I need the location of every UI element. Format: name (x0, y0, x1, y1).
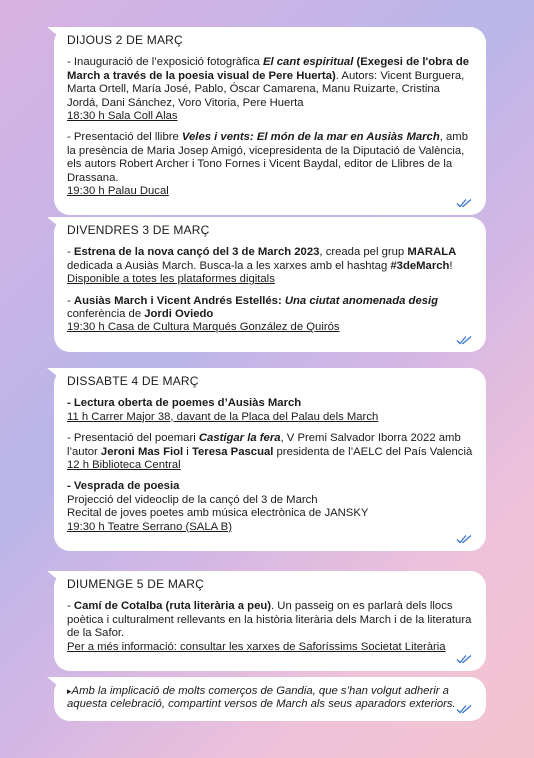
event-time-place: 19:30 h Casa de Cultura Marqués González de Quirós (67, 321, 340, 334)
double-check-icon (456, 335, 472, 345)
event-time-place: Disponible a totes les plataformes digitals (67, 273, 275, 286)
event-castigar-la-fera: - Presentació del poemari Castigar la fera, V Premi Salvador Iborra 2022 amb l’autor Jeroni Mas Fiol i Teresa Pascual presidenta de l’AELC del País Valencià 12 h Biblioteca Central (67, 432, 473, 472)
note-text: ▸Amb la implicació de molts comerços de Gandia, que s’han volgut adherir a aquesta celebració, compartint versos de March als seus aparadors exteriors. (67, 685, 456, 711)
double-check-icon (456, 534, 472, 544)
double-check-icon (456, 654, 472, 664)
day-card-thursday (54, 27, 486, 215)
day-card-sunday (54, 571, 486, 671)
event-exposicio: - Inauguració de l’exposició fotogràfica El cant espiritual (Exegesi de l'obra de March a través de la poesia visual de Pere Huerta). Autors: Vicent Burguera, Marta Ortell, María José, Pablo, Óscar Camarena, Manu Ruizarte, Cristina Jordá, Dani Sánchez, Voro Vitoria, Pere Huerta 18:30 h Sala Coll Alas (67, 56, 473, 123)
event-time-place: 12 h Biblioteca Central (67, 459, 181, 472)
event-conferencia-oviedo: - Ausiàs March i Vicent Andrés Estellés: Una ciutat anomenada desig conferència de Jordi Oviedo 19:30 h Casa de Cultura Marqués González de Quirós (67, 295, 473, 335)
triangle-marker-icon: ▸ (67, 686, 72, 696)
day-title: DIUMENGE 5 DE MARÇ (67, 577, 204, 591)
note-card (54, 677, 486, 721)
day-title: DIVENDRES 3 DE MARÇ (67, 223, 210, 237)
event-time-place: 18:30 h Sala Coll Alas (67, 110, 178, 123)
double-check-icon (456, 198, 472, 208)
event-vesprada-poesia: - Vesprada de poesia Projecció del videoclip de la cançó del 3 de March Recital de joves poetes amb música electrònica de JANSKY 19:30 h Teatre Serrano (SALA B) (67, 480, 473, 534)
double-check-icon (456, 704, 472, 714)
event-estrena-canco: - Estrena de la nova cançó del 3 de March 2023, creada pel grup MARALA dedicada a Ausiàs March. Busca-la a les xarxes amb el hashtag #3deMarch! Disponible a totes les plataformes digitals (67, 246, 473, 286)
event-more-info: Per a més informació: consultar les xarxes de Saforíssims Societat Literària (67, 640, 446, 653)
day-card-friday (54, 217, 486, 352)
day-title: DISSABTE 4 DE MARÇ (67, 374, 199, 388)
event-time-place: 19:30 h Palau Ducal (67, 185, 169, 198)
event-veles-i-vents: - Presentació del llibre Veles i vents: El món de la mar en Ausiàs March, amb la presència de Maria Josep Amigó, vicepresidenta de la Diputació de València, els autors Robert Archer i Tono Fornes i Vicent Baydal, editor de Llibres de la Drassana. 19:30 h Palau Ducal (67, 131, 473, 198)
event-time-place: 11 h Carrer Major 38, davant de la Placa del Palau dels March (67, 410, 379, 423)
day-title: DIJOUS 2 DE MARÇ (67, 33, 183, 47)
event-time-place: 19:30 h Teatre Serrano (SALA B) (67, 520, 232, 533)
day-card-saturday (54, 368, 486, 551)
event-cami-de-cotalba: - Camí de Cotalba (ruta literària a peu). Un passeig on es parlarà dels llocs poètica i culturalment rellevants en la història literària dels March i de la literatura de la Safor. Per a més informació: consultar les xarxes de Saforíssims Societat Literària (67, 600, 472, 653)
event-lectura-oberta: - Lectura oberta de poemes d’Ausiàs March 11 h Carrer Major 38, davant de la Placa del Palau dels March (67, 397, 473, 424)
